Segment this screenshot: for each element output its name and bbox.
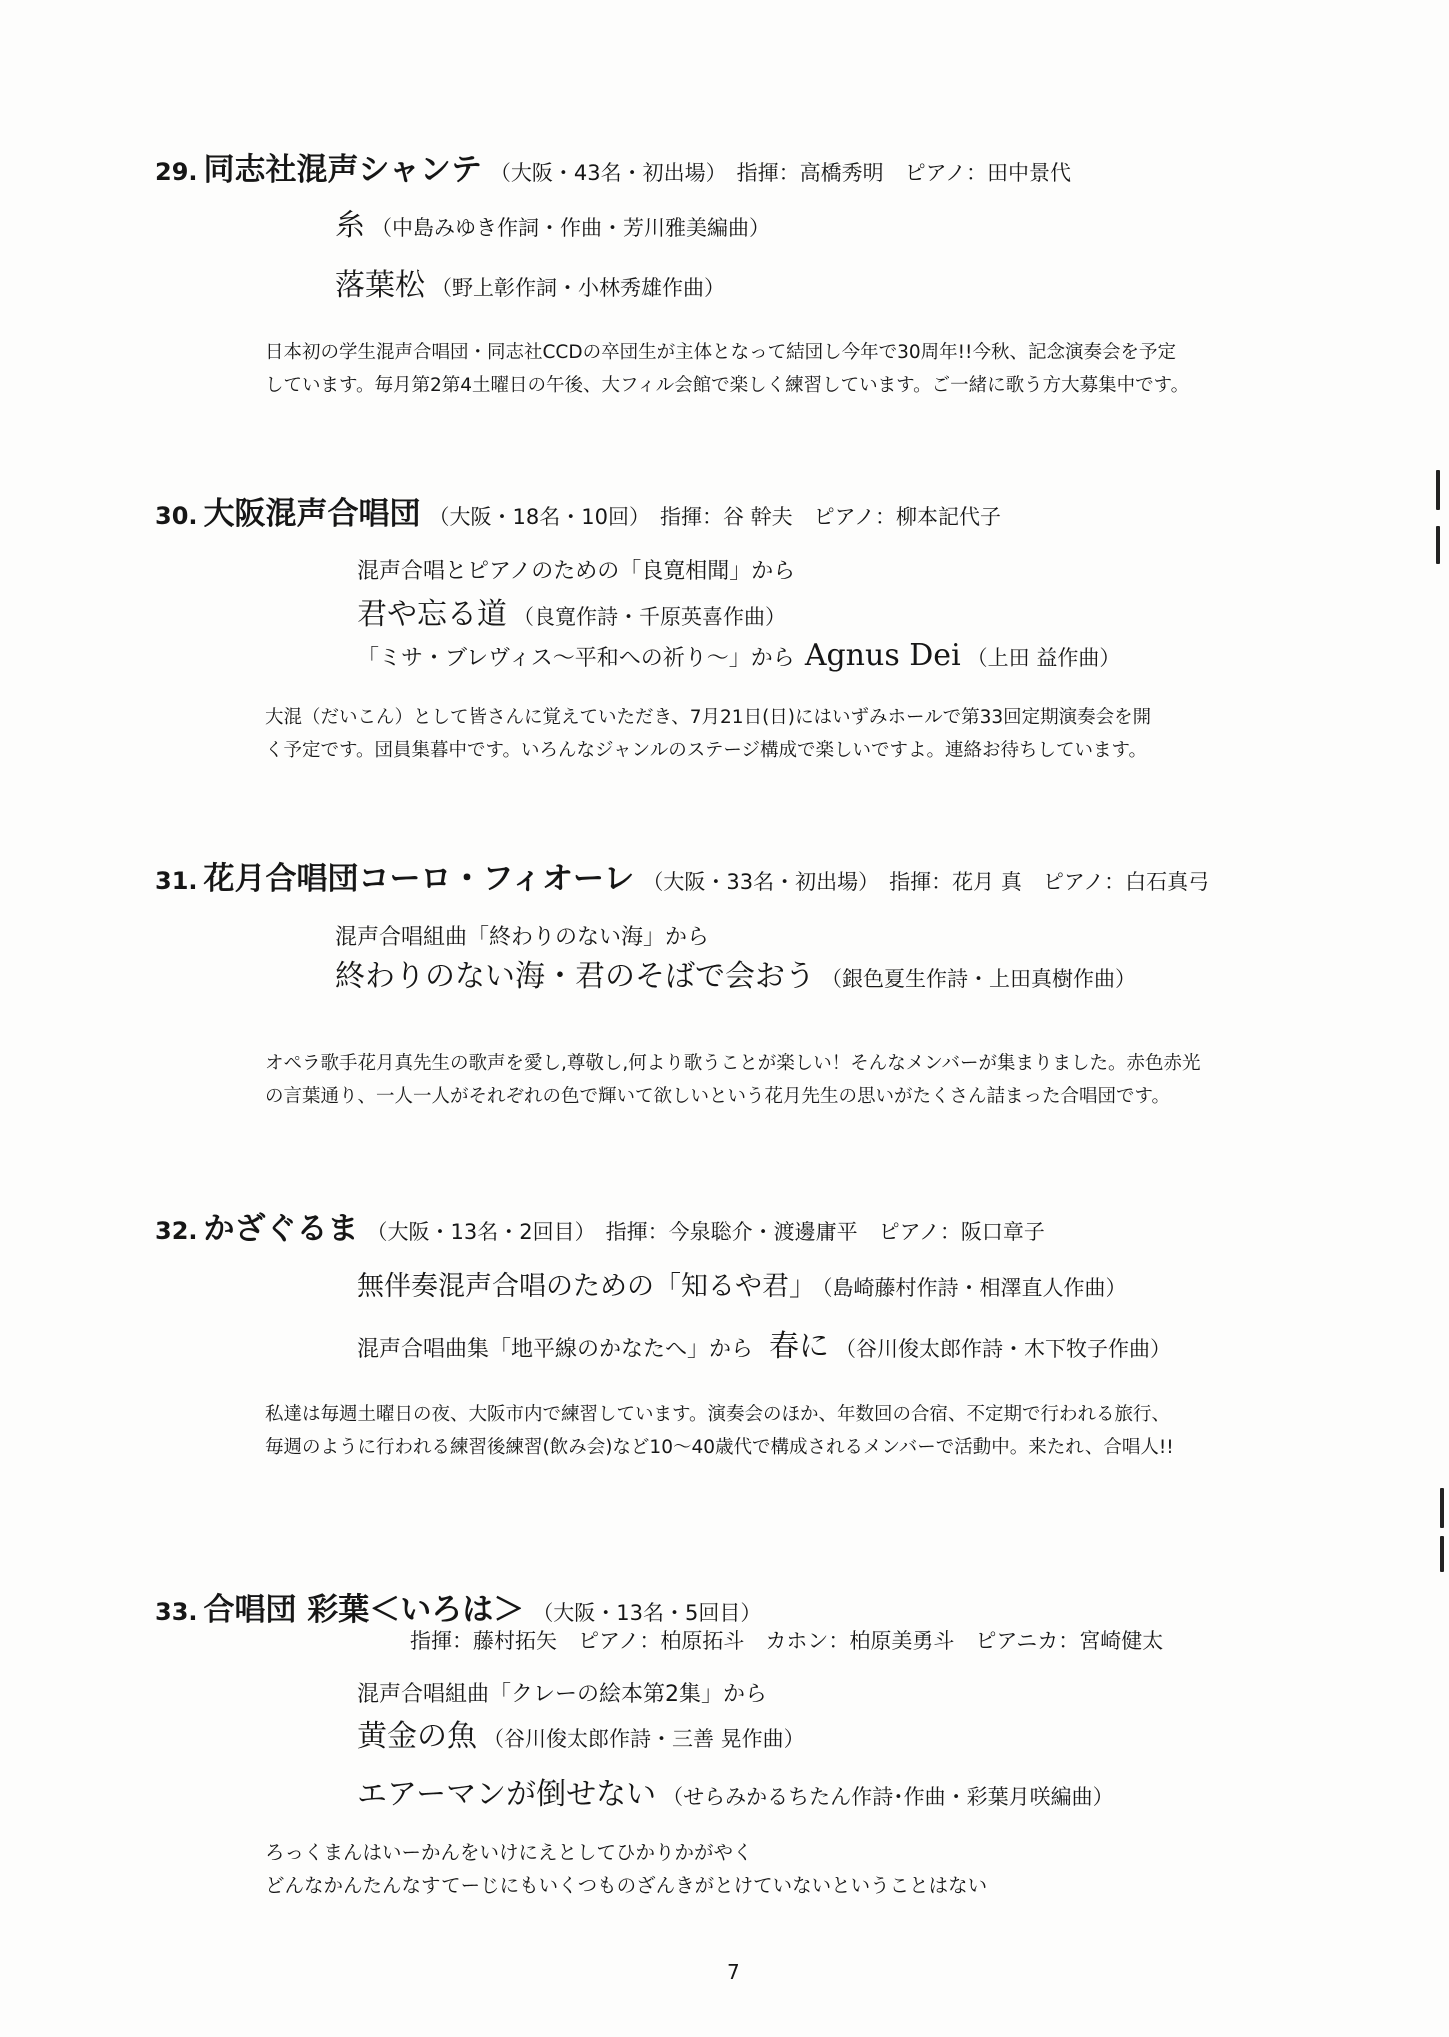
- intro-line: 毎週のように行われる練習後練習(飲み会)など10～40歳代で構成されるメンバーで活動中。来たれ、合唱人!!: [265, 1437, 1174, 1458]
- song-title: 君や忘る道: [357, 597, 507, 632]
- intro-line: ろっくまんはいーかんをいけにえとしてひかりかがやく: [265, 1841, 753, 1864]
- song-title: 無伴奏混声合唱のための「知るや君」: [357, 1271, 816, 1302]
- song-credit: （良寛作詩・千原英喜作曲）: [513, 605, 786, 629]
- song-credit: （銀色夏生作詩・上田真樹作曲）: [821, 967, 1136, 991]
- song-line: [357, 1321, 1171, 1365]
- scan-edge-mark: [1436, 526, 1440, 564]
- song-title: Agnus Dei: [804, 638, 961, 673]
- choir-info: （大阪・33名・初出場）: [642, 870, 880, 894]
- song-line: [357, 1769, 1114, 1813]
- intro-line: の言葉通り、一人一人がそれぞれの色で輝いて欲しいという花月先生の思いがたくさん詰まった合唱団です。: [265, 1086, 1171, 1107]
- scan-edge-mark: [1440, 1488, 1444, 1528]
- song-credit: （谷川俊太郎作詩・木下牧子作曲）: [835, 1337, 1172, 1361]
- song-line: [335, 260, 725, 304]
- page-number: 7: [727, 1960, 740, 1984]
- choir-name: 花月合唱団コーロ・フィオーレ: [203, 861, 635, 897]
- song-prefix: 混声合唱組曲「終わりのない海」から: [335, 925, 710, 950]
- entry-header: [155, 1584, 761, 1629]
- song-line: [357, 589, 786, 633]
- entry-header: [155, 853, 1209, 898]
- song-credit: （谷川俊太郎作詩・三善 晃作曲）: [483, 1727, 805, 1751]
- choir-staff: 指揮：高橋秀明 ピアノ：田中景代: [736, 161, 1071, 185]
- choir-name: 同志社混声シャンテ: [203, 152, 482, 188]
- choir-staff: 指揮：花月 真 ピアノ：白石真弓: [889, 870, 1210, 894]
- entry-header: [155, 144, 1071, 189]
- song-line: [357, 1264, 1127, 1303]
- song-title: 落葉松: [335, 268, 425, 303]
- song-line: [335, 951, 1136, 995]
- song-line: [335, 200, 770, 244]
- choir-name: かざぐるま: [203, 1211, 359, 1247]
- entry-number: 33.: [155, 1598, 198, 1626]
- intro-line: オペラ歌手花月真先生の歌声を愛し,尊敬し,何より歌うことが楽しい！そんなメンバーが集まりました。赤色赤光: [265, 1053, 1201, 1074]
- song-credit: （せらみかるちたん作詩･作曲・彩葉月咲編曲）: [662, 1785, 1114, 1809]
- entry-number: 31.: [155, 867, 198, 895]
- intro-line: しています。毎月第2第4土曜日の午後、大フィル会館で楽しく練習しています。ご一緒に歌う方大募集中です。: [265, 375, 1190, 396]
- choir-intro: [265, 336, 1189, 402]
- song-prefix: 混声合唱曲集「地平線のかなたへ」から: [357, 1337, 754, 1362]
- choir-intro: [265, 1398, 1174, 1464]
- song-title: エアーマンが倒せない: [357, 1777, 657, 1812]
- intro-line: 私達は毎週土曜日の夜、大阪市内で練習しています。演奏会のほか、年数回の合宿、不定期で行われる旅行、: [265, 1404, 1171, 1425]
- choir-name: 合唱団 彩葉＜いろは＞: [203, 1592, 525, 1628]
- song-title: 春に: [769, 1329, 830, 1364]
- scan-edge-mark: [1440, 1536, 1444, 1572]
- choir-intro: [265, 1047, 1200, 1113]
- intro-line: どんなかんたんなすてーじにもいくつものざんきがとけていないということはない: [265, 1874, 988, 1897]
- choir-staff: 指揮：今泉聡介・渡邊庸平 ピアノ：阪口章子: [605, 1220, 1045, 1244]
- intro-line: く予定です。団員集暮中です。いろんなジャンルのステージ構成で楽しいですよ。連絡お待ちしています。: [265, 740, 1147, 761]
- song-line: [357, 638, 1120, 673]
- choir-name: 大阪混声合唱団: [203, 496, 421, 532]
- entry-header: [155, 488, 1001, 533]
- choir-info: （大阪・18名・10回）: [428, 505, 650, 529]
- song-title: 黄金の魚: [357, 1719, 477, 1754]
- song-line: [357, 1711, 805, 1755]
- song-credit: （中島みゆき作詞・作曲・芳川雅美編曲）: [371, 216, 770, 240]
- song-credit: （上田 益作曲）: [966, 646, 1121, 670]
- entry-number: 32.: [155, 1217, 198, 1245]
- choir-info: （大阪・13名・2回目）: [366, 1220, 596, 1244]
- choir-staff: 指揮：藤村拓矢 ピアノ：柏原拓斗 カホン：柏原美勇斗 ピアニカ：宮崎健太: [410, 1629, 1164, 1653]
- choir-info: （大阪・43名・初出場）: [489, 161, 727, 185]
- entry-number: 29.: [155, 158, 198, 186]
- entry-number: 30.: [155, 502, 198, 530]
- intro-line: 日本初の学生混声合唱団・同志社CCDの卒団生が主体となって結団し今年で30周年!!今秋、記念演奏会を予定: [265, 342, 1176, 363]
- choir-intro: [265, 701, 1151, 767]
- choir-staff: 指揮：谷 幹夫 ピアノ：柳本記代子: [659, 505, 1001, 529]
- choir-intro: [265, 1836, 987, 1902]
- scan-edge-mark: [1436, 470, 1440, 510]
- song-prefix: 混声合唱とピアノのための「良寛相聞」から: [357, 559, 796, 584]
- song-credit: （野上彰作詞・小林秀雄作曲）: [431, 276, 725, 300]
- intro-line: 大混（だいこん）として皆さんに覚えていただき、7月21日(日)にはいずみホールで第33回定期演奏会を開: [265, 707, 1152, 728]
- song-credit: （島崎藤村作詩・相澤直人作曲）: [822, 1276, 1127, 1300]
- choir-info: （大阪・13名・5回目）: [532, 1601, 762, 1625]
- song-prefix: 混声合唱組曲「クレーの絵本第2集」から: [357, 1682, 767, 1707]
- song-prefix: 「ミサ・ブレヴィス～平和への祈り～」から: [357, 646, 795, 671]
- song-title: 終わりのない海・君のそばで会おう: [335, 959, 815, 994]
- song-title: 糸: [335, 208, 365, 243]
- entry-header: [155, 1203, 1045, 1248]
